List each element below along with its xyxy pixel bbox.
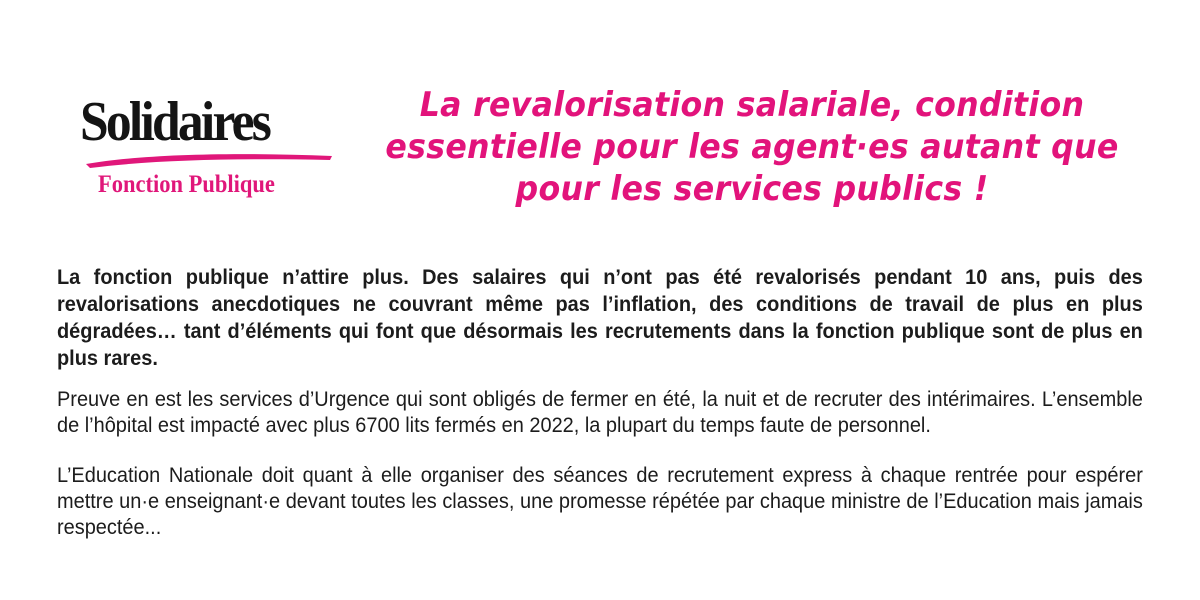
logo-swoosh-icon — [84, 148, 334, 170]
logo-subtitle: Fonction Publique — [98, 171, 275, 198]
solidaires-logo — [80, 92, 342, 214]
headline: La revalorisation salariale, condition essentielle pour les agent·es autant que pour les services publics ! — [385, 85, 1119, 209]
paragraph-education: L’Education Nationale doit quant à elle organiser des séances de recrutement express à chaque rentrée pour espérer mettre un·e enseignant·e devant toutes les classes, une promesse répétée par chaque ministre de l’Education mais jamais respectée... — [57, 464, 1143, 539]
article-body — [57, 264, 1143, 541]
paragraph-intro: La fonction publique n’attire plus. Des salaires qui n’ont pas été revalorisés pendant 10 ans, puis des revalorisations anecdotiques ne couvrant même pas l’inflation, des conditions de travail de plus en plus dégradées… tant d’éléments qui font que désormais les recrutements dans la fonction publique sont de plus en plus rares. — [57, 266, 1143, 370]
paragraph-urgence: Preuve en est les services d’Urgence qui sont obligés de fermer en été, la nuit et de recruter des intérimaires. L’ensemble de l’hôpital est impacté avec plus 6700 lits fermés en 2022, la plupart du temps faute de personnel. — [57, 388, 1143, 437]
logo-wordmark: Solidaires — [80, 91, 270, 153]
